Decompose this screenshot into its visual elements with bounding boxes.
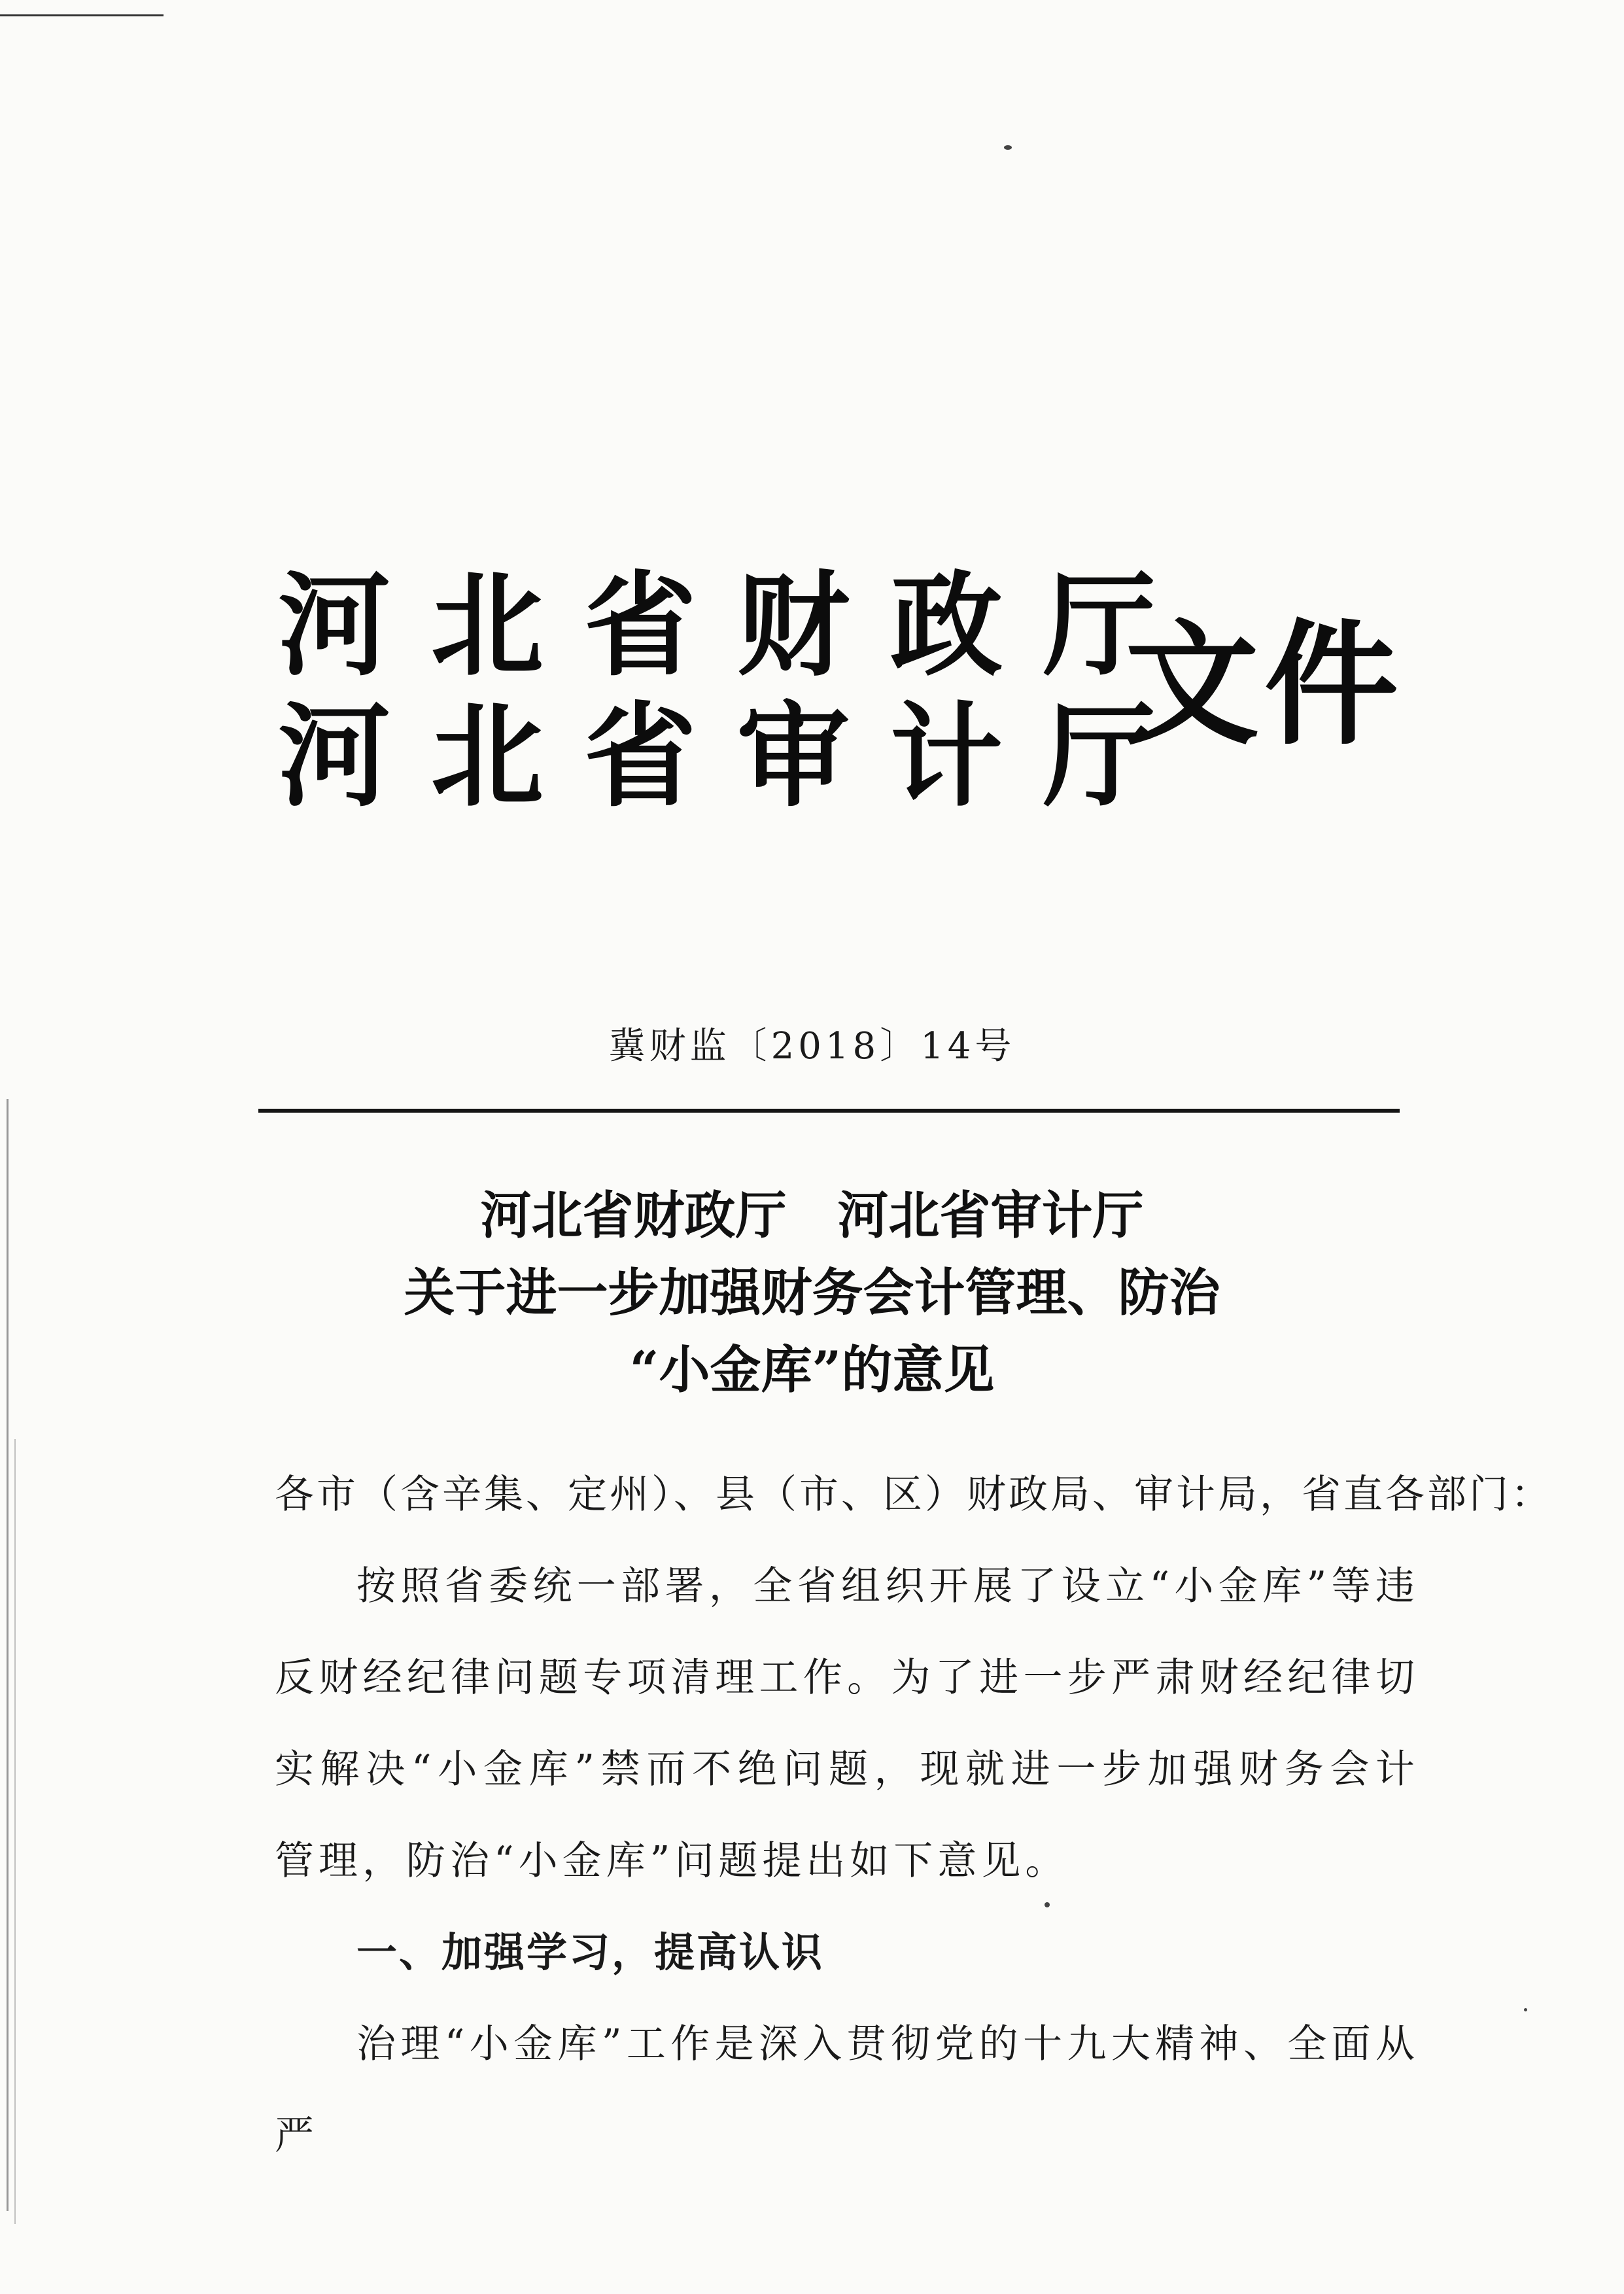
letterhead-suffix: 文件 [1125, 606, 1404, 763]
title-line-1: 河北省财政厅 河北省审计厅 [480, 1186, 1144, 1245]
section-paragraph: 治理“小金库”工作是深入贯彻党的十九大精神、全面从严 [275, 2021, 1419, 2159]
scan-speck [1524, 2008, 1527, 2011]
letterhead-issuer-finance: 河北省财政厅 [278, 559, 1196, 691]
document-number: 冀财监〔2018〕14号 [608, 1025, 1016, 1068]
scan-edge-shadow-secondary [14, 1439, 16, 2224]
scan-speck [1004, 145, 1012, 150]
title-line-3: “小金库”的意见 [629, 1340, 995, 1400]
scan-artifact-line [0, 14, 164, 16]
letterhead [278, 559, 1455, 844]
document-title [0, 1177, 1624, 1409]
letterhead-issuer-audit: 河北省审计厅 [278, 689, 1196, 822]
header-divider [258, 1109, 1400, 1113]
section-heading: 一、加强学习，提高认识 [356, 1928, 825, 1976]
intro-paragraph: 按照省委统一部署，全省组织开展了设立“小金库”等违反财经纪律问题专项清理工作。为了进一步严肃财经纪律切实解决“小金库”禁而不绝问题，现就进一步加强财务会计管理，防治“小金库”问题提出如下意见。 [275, 1563, 1419, 1884]
title-line-2: 关于进一步加强财务会计管理、防治 [404, 1263, 1220, 1323]
document-body [275, 1449, 1553, 2181]
salutation: 各市（含辛集、定州）、县（市、区）财政局、审计局，省直各部门： [275, 1472, 1553, 1518]
